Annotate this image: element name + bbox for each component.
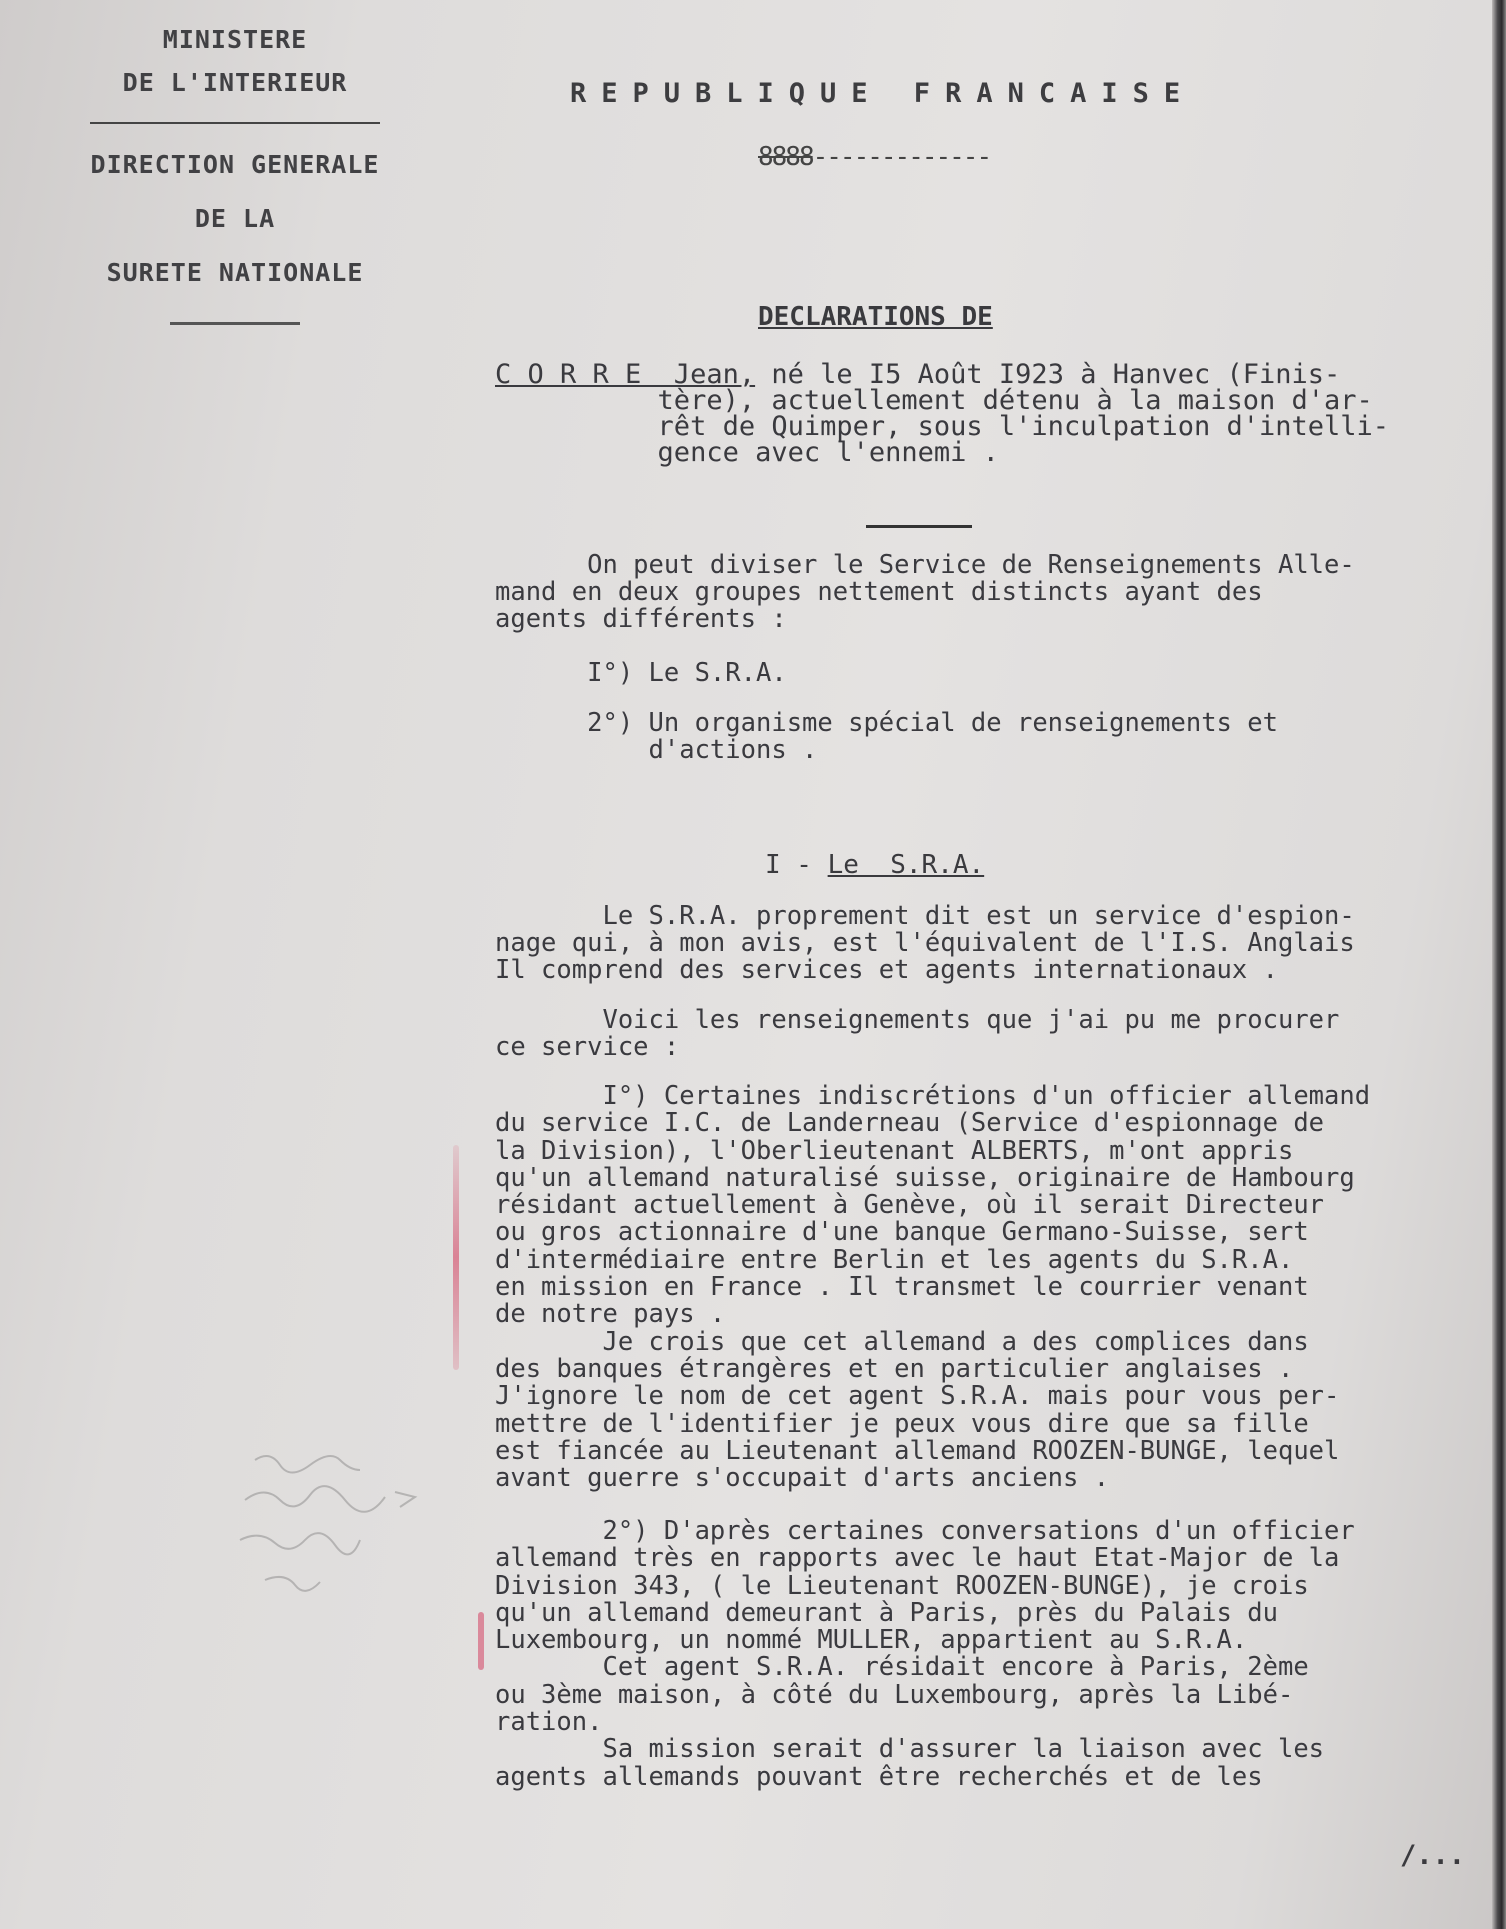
continuation-mark: /... <box>1400 1840 1466 1871</box>
section-separator <box>866 525 972 528</box>
pencil-annotation <box>225 1440 485 1610</box>
direction-line-3: SURETE NATIONALE <box>106 258 364 287</box>
header-divider <box>90 122 380 124</box>
section-label: Le S.R.A. <box>827 850 985 880</box>
list-item-1: I°) Le S.R.A. <box>495 658 787 688</box>
section-heading <box>765 850 984 880</box>
ministry-header <box>60 20 410 325</box>
direction-line-2: DE LA <box>194 204 276 233</box>
sra-description: Le S.R.A. proprement dit est un service d'espion- nage qui, à mon avis, est l'équivalent de l'I.S. Anglais Il comprend des services et agents internationaux . <box>495 901 1355 985</box>
subject-details: né le I5 Août I923 à Hanvec (Finis- tère), actuellement détenu à la maison d'ar- rêt de Quimper, sous l'inculpation d'intelli- gence avec l'ennemi . <box>657 359 1390 468</box>
subject-name: C O R R E Jean, <box>495 359 756 390</box>
ministry-line-2: DE L'INTERIEUR <box>122 68 348 97</box>
red-margin-mark-2 <box>478 1612 484 1670</box>
direction-line-1: DIRECTION GENERALE <box>90 150 380 179</box>
dash-rule: ------------- <box>812 142 991 172</box>
ministry-line-1: MINISTERE <box>162 25 308 54</box>
intro-paragraph: On peut diviser le Service de Renseignements Alle- mand en deux groupes nettement distincts ayant des agents différents : <box>495 550 1355 634</box>
paragraph-2: 2°) D'après certaines conversations d'un officier allemand très en rapports avec le haut Etat-Major de la Division 343, ( le Lieutenant ROOZEN-BUNGE), je crois qu'un allemand demeurant à Paris, près du Palais du Luxembourg, un nommé MULLER, appartient au S.R.A. Cet agent S.R.A. résidait encore à Paris, 2ème ou 3ème maison, à côté du Luxembourg, après la Libé- ration. Sa mission serait d'assurer la liaison avec les agents allemands pouvant être recherchés et de les <box>495 1516 1355 1792</box>
section-number: I - <box>765 850 828 880</box>
document-title: DECLARATIONS DE <box>758 302 993 332</box>
direction-divider <box>170 322 300 325</box>
red-margin-mark <box>453 1145 459 1370</box>
republic-heading: REPUBLIQUE FRANCAISE <box>570 78 1196 109</box>
voici-paragraph: Voici les renseignements que j'ai pu me procurer ce service : <box>495 1005 1340 1062</box>
struck-rule <box>758 142 990 172</box>
list-item-2: 2°) Un organisme spécial de renseignements et d'actions . <box>587 708 1278 765</box>
paragraph-1: I°) Certaines indiscrétions d'un officier allemand du service I.C. de Landerneau (Service d'espionnage de la Division), l'Oberlieutenant ALBERTS, m'ont appris qu'un allemand naturalisé suisse, originaire de Hambourg résidant actuellement à Genève, où il serait Directeur ou gros actionnaire d'une banque Germano-Suisse, sert d'intermédiaire entre Berlin et les agents du S.R.A. en mission en France . Il transmet le courrier venant de notre pays . Je crois que cet allemand a des complices dans des banques étrangères et en particulier anglaises . J'ignore le nom de cet agent S.R.A. mais pour vous per- mettre de l'identifier je peux vous dire que sa fille est fiancée au Lieutenant allemand ROOZEN-BUNGE, lequel avant guerre s'occupait d'arts anciens . <box>495 1081 1371 1494</box>
subject-paragraph <box>495 359 1495 468</box>
struck-text: 8888 <box>758 142 813 172</box>
